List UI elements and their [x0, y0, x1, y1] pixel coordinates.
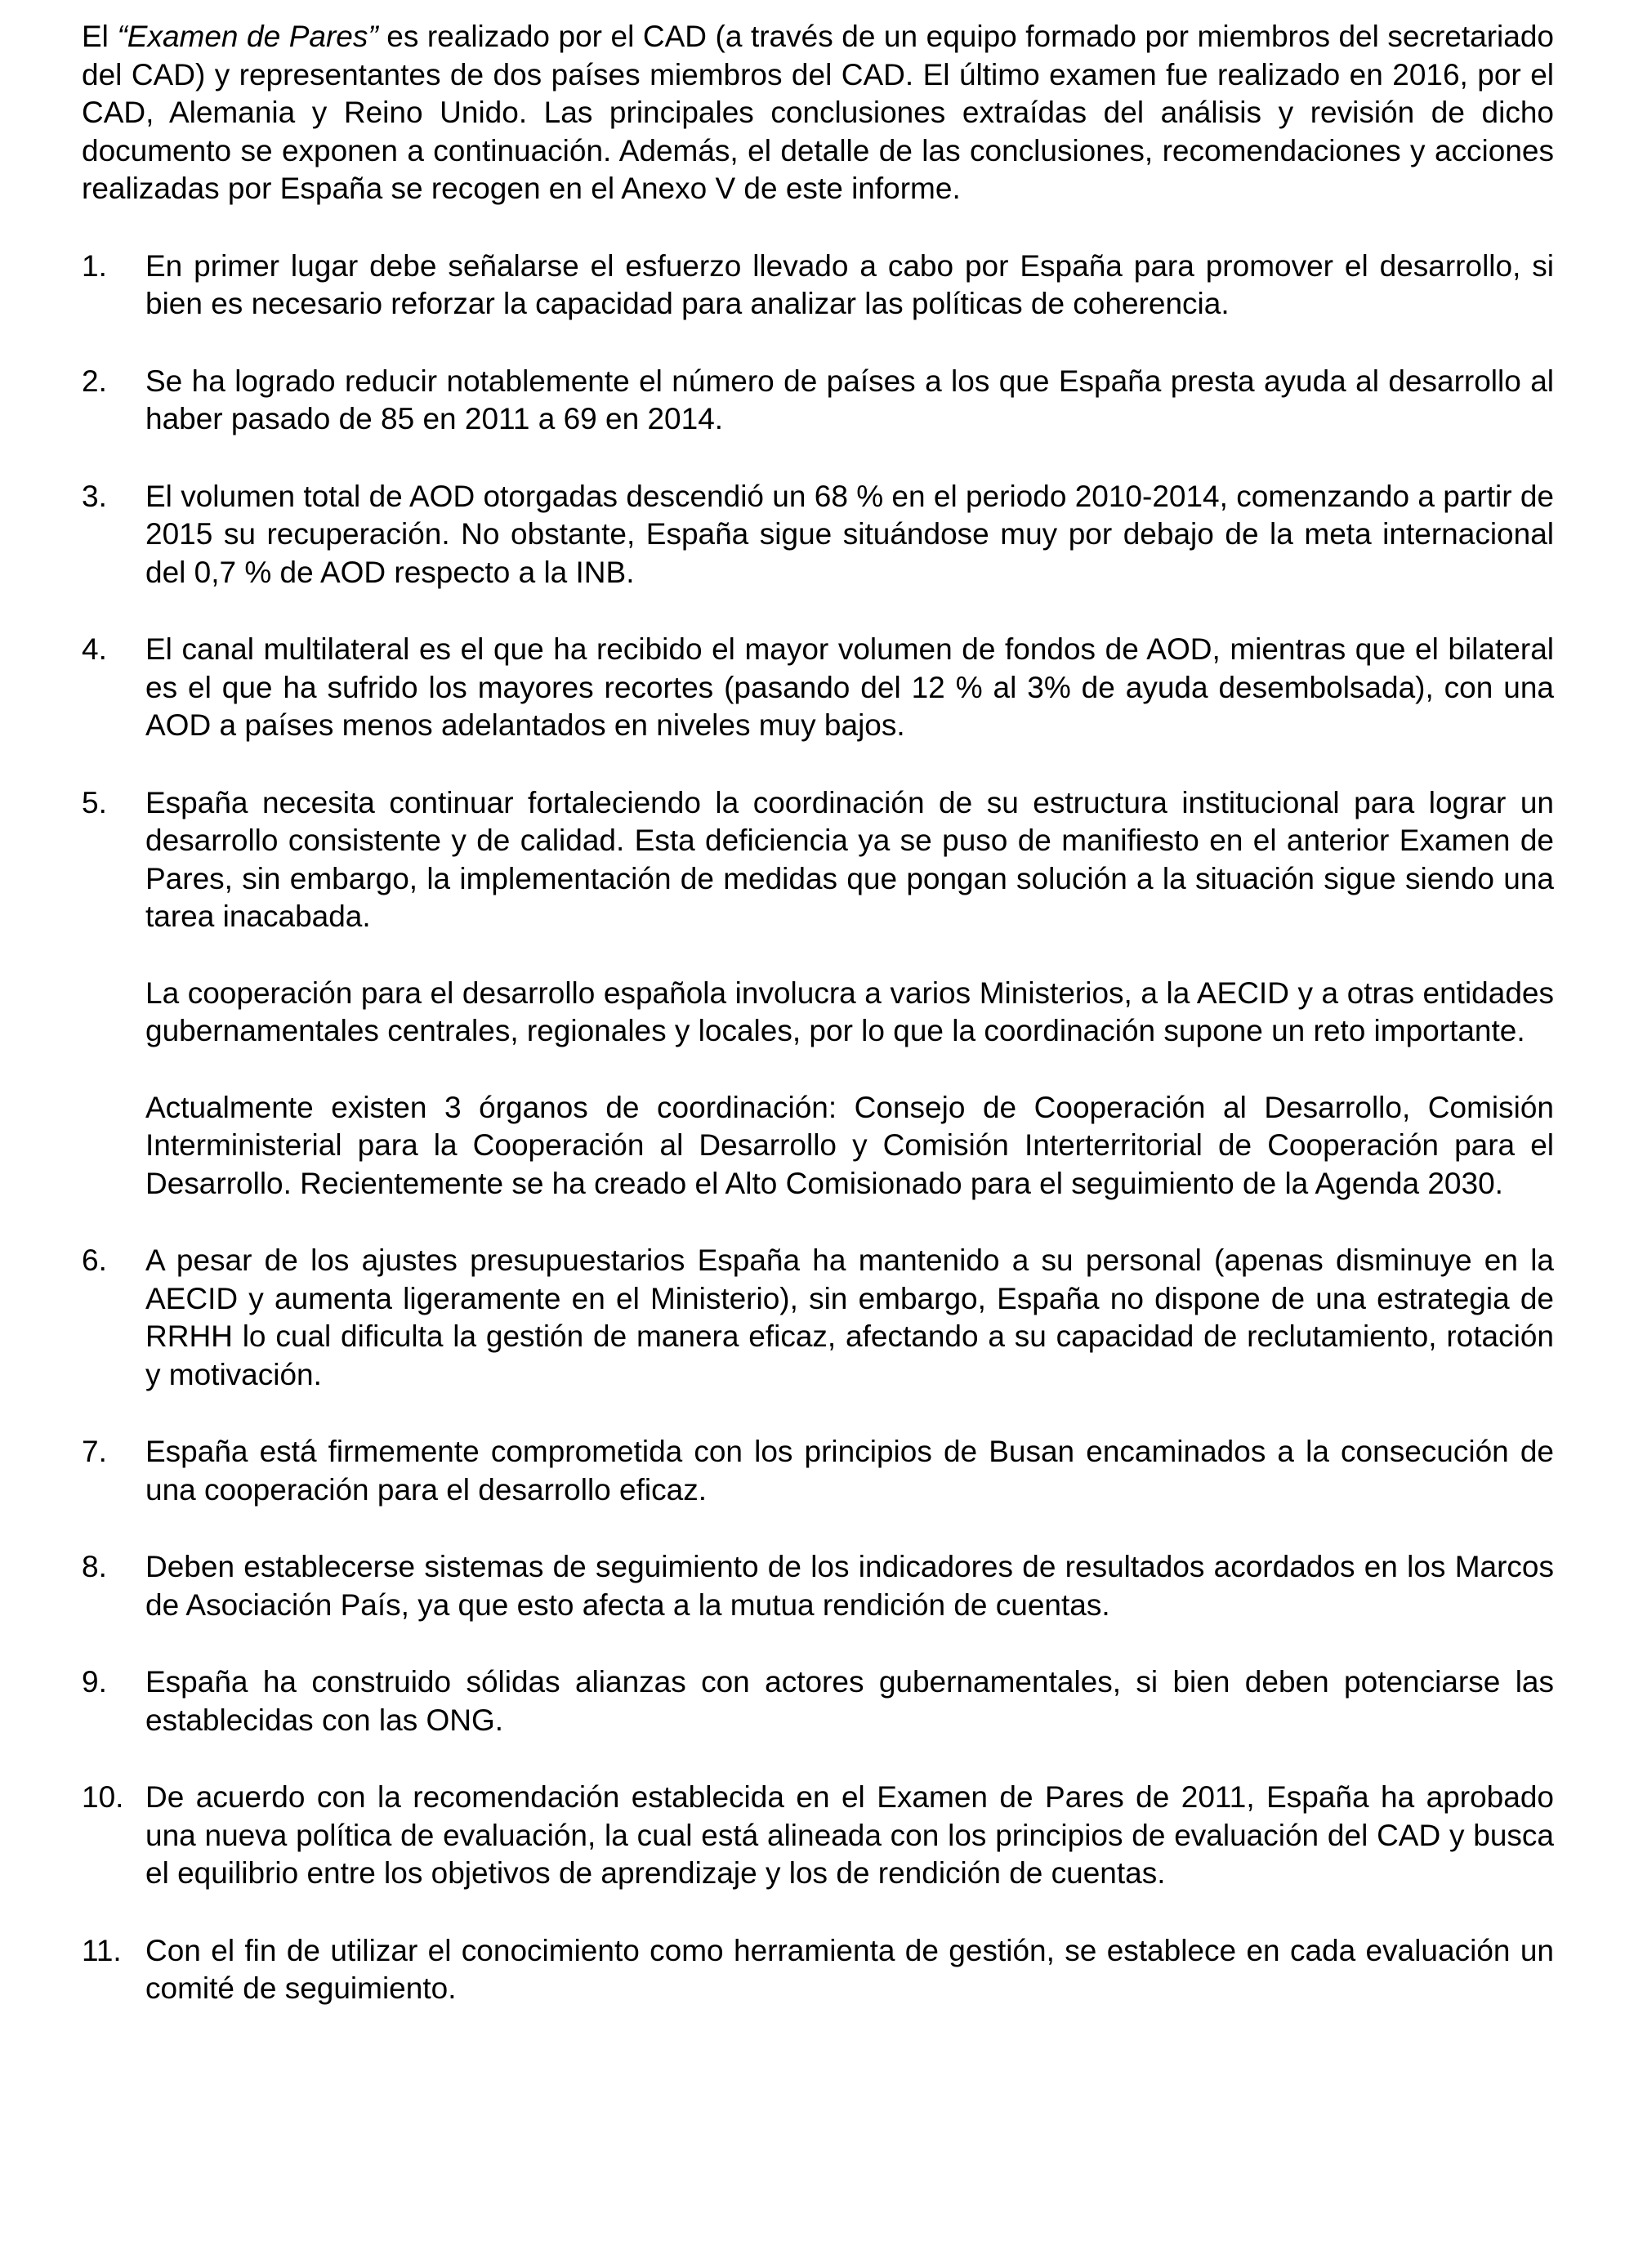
- item-number: 6.: [82, 1243, 107, 1277]
- list-item-7: [82, 1433, 1554, 1509]
- item-paragraph: El volumen total de AOD otorgadas descendió un 68 % en el periodo 2010-2014, comenzando a partir de 2015 su recuperación. No obstante, España sigue situándose muy por debajo de la meta internacional del 0,7 % de AOD respecto a la INB.: [145, 479, 1554, 589]
- list-item-3: [82, 478, 1554, 592]
- item-paragraph: La cooperación para el desarrollo española involucra a varios Ministerios, a la AECID y a otras entidades gubernamentales centrales, regionales y locales, por lo que la coordinación supone un reto importante.: [145, 976, 1554, 1047]
- intro-emphasis: “Examen de Pares”: [117, 20, 378, 53]
- item-paragraph: El canal multilateral es el que ha recibido el mayor volumen de fondos de AOD, mientras que el bilateral es el que ha sufrido los mayores recortes (pasando del 12 % al 3% de ayuda desembolsada), con una AOD a países menos adelantados en niveles muy bajos.: [145, 632, 1554, 742]
- item-number: 1.: [82, 248, 107, 283]
- item-paragraph: España necesita continuar fortaleciendo la coordinación de su estructura institucional para lograr un desarrollo consistente y de calidad. Esta deficiencia ya se puso de manifiesto en el anterior Examen de Pares, sin embargo, la implementación de medidas que pongan solución a la situación sigue siendo una tarea inacabada.: [145, 785, 1554, 933]
- list-item-6: [82, 1242, 1554, 1394]
- item-paragraph: Deben establecerse sistemas de seguimiento de los indicadores de resultados acordados en los Marcos de Asociación País, ya que esto afecta a la mutua rendición de cuentas.: [145, 1550, 1554, 1622]
- item-number: 5.: [82, 785, 107, 819]
- item-number: 8.: [82, 1550, 107, 1583]
- intro-prefix: El: [82, 20, 118, 53]
- item-number: 3.: [82, 479, 107, 513]
- item-paragraph: España ha construido sólidas alianzas con actores gubernamentales, si bien deben potenciarse las establecidas con las ONG.: [145, 1665, 1554, 1737]
- item-paragraph: Actualmente existen 3 órganos de coordinación: Consejo de Cooperación al Desarrollo, Comisión Interministerial para la Cooperación al Desarrollo y Comisión Interterritorial de Cooperación para el Desarrollo. Recientemente se ha creado el Alto Comisionado para el seguimiento de la Agenda 2030.: [145, 1090, 1554, 1200]
- list-item-1: [82, 248, 1554, 324]
- list-item-4: [82, 631, 1554, 745]
- item-paragraph: Con el fin de utilizar el conocimiento como herramienta de gestión, se establece en cada evaluación un comité de seguimiento.: [145, 1933, 1554, 2005]
- item-paragraph: Se ha logrado reducir notablemente el número de países a los que España presta ayuda al desarrollo al haber pasado de 85 en 2011 a 69 en 2014.: [145, 364, 1554, 435]
- item-paragraph: En primer lugar debe señalarse el esfuerzo llevado a cabo por España para promover el desarrollo, si bien es necesario reforzar la capacidad para analizar las políticas de coherencia.: [145, 248, 1554, 320]
- item-number: 7.: [82, 1435, 107, 1468]
- document-page: [82, 18, 1554, 2047]
- item-number: 4.: [82, 632, 107, 666]
- item-number: 9.: [82, 1665, 107, 1699]
- item-paragraph: España está firmemente comprometida con los principios de Busan encaminados a la consecución de una cooperación para el desarrollo eficaz.: [145, 1435, 1554, 1507]
- item-paragraph: A pesar de los ajustes presupuestarios España ha mantenido a su personal (apenas disminuye en la AECID y aumenta ligeramente en el Ministerio), sin embargo, España no dispone de una estrategia de RRHH lo cual dificulta la gestión de manera eficaz, afectando a su capacidad de reclutamiento, rotación y motivación.: [145, 1243, 1554, 1391]
- list-item-10: [82, 1779, 1554, 1893]
- list-item-11: [82, 1932, 1554, 2008]
- intro-paragraph: [82, 18, 1554, 208]
- list-item-8: [82, 1548, 1554, 1624]
- item-number: 10.: [82, 1780, 124, 1814]
- item-number: 2.: [82, 364, 107, 398]
- list-item-2: [82, 363, 1554, 439]
- item-paragraph: De acuerdo con la recomendación establecida en el Examen de Pares de 2011, España ha aprobado una nueva política de evaluación, la cual está alineada con los principios de evaluación del CAD y busca el equilibrio entre los objetivos de aprendizaje y los de rendición de cuentas.: [145, 1780, 1554, 1890]
- list-item-5: [82, 784, 1554, 1203]
- intro-text: es realizado por el CAD (a través de un equipo formado por miembros del secretariado del CAD) y representantes de dos países miembros del CAD. El último examen fue realizado en 2016, por el CAD, Alemania y Reino Unido. Las principales conclusiones extraídas del análisis y revisión de dicho documento se exponen a continuación. Además, el detalle de las conclusiones, recomendaciones y acciones realizadas por España se recogen en el Anexo V de este informe.: [82, 20, 1554, 205]
- list-item-9: [82, 1663, 1554, 1739]
- item-number: 11.: [82, 1933, 122, 1967]
- conclusions-list: [82, 248, 1554, 2008]
